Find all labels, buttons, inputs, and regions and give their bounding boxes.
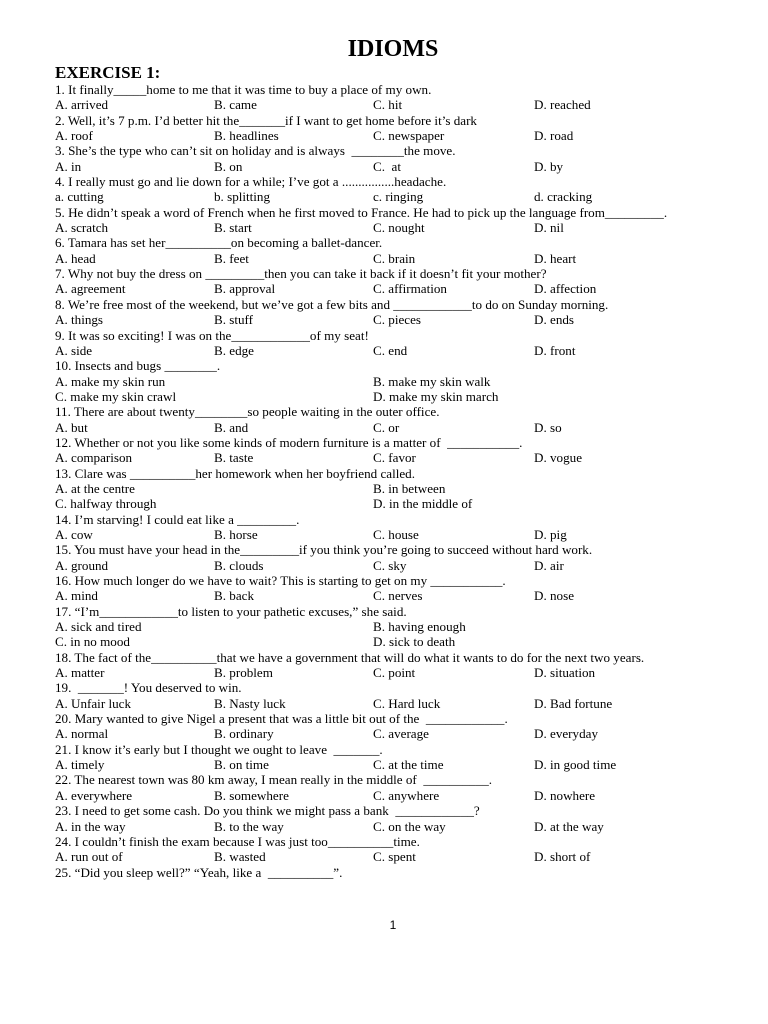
question-text: 24. I couldn’t finish the exam because I was just too__________time. (55, 833, 420, 849)
answer-option: A. ground (55, 557, 109, 573)
answer-options (55, 420, 745, 435)
answer-option: B. problem (214, 665, 273, 681)
answer-options (55, 527, 745, 542)
answer-option: C. make my skin crawl (55, 388, 177, 404)
answer-option: A. roof (55, 128, 93, 144)
answer-option: D. road (534, 128, 574, 144)
page-number: 1 (389, 918, 397, 932)
question-text: 23. I need to get some cash. Do you think we might pass a bank ____________? (55, 803, 480, 819)
answer-option: A. arrived (55, 97, 109, 113)
answer-option: A. mind (55, 588, 98, 604)
question-text: 10. Insects and bugs ________. (55, 358, 221, 374)
answer-option: C. affirmation (373, 281, 447, 297)
exercise-heading: EXERCISE 1: (55, 63, 161, 82)
answer-option: D. ends (534, 312, 575, 328)
answer-option: C. house (373, 526, 419, 542)
answer-options (55, 757, 745, 772)
answer-option: A. but (55, 419, 88, 435)
answer-option: C. brain (373, 250, 416, 266)
answer-option: A. sick and tired (55, 619, 142, 635)
answer-option: C. spent (373, 849, 416, 865)
answer-options (55, 588, 745, 603)
question-text: 15. You must have your head in the_________if you think you’re going to succeed without hard work. (55, 542, 593, 558)
question-text: 16. How much longer do we have to wait? This is starting to get on my ___________. (55, 573, 506, 588)
answer-options (55, 634, 745, 649)
answer-option: B. ordinary (214, 726, 274, 742)
question-text: 20. Mary wanted to give Nigel a present that was a little bit out of the ____________. (55, 711, 508, 727)
answer-option: C. in no mood (55, 634, 130, 650)
answer-option: D. so (534, 419, 562, 435)
question-list (55, 82, 745, 880)
question-text: 7. Why not buy the dress on _________then you can take it back if it doesn’t fit your mother? (55, 266, 547, 282)
answer-option: C. on the way (373, 818, 446, 834)
question-text: 14. I’m starving! I could eat like a _________. (55, 511, 300, 527)
answer-options (55, 312, 745, 327)
answer-option: A. agreement (55, 281, 126, 297)
question-text: 2. Well, it’s 7 p.m. I’d better hit the_______if I want to get home before it’s dark (55, 112, 477, 128)
answer-option: A. head (55, 250, 96, 266)
answer-option: D. make my skin march (373, 388, 499, 404)
answer-option: B. Nasty luck (214, 695, 286, 711)
answer-options (55, 281, 745, 296)
answer-option: D. by (534, 158, 564, 174)
answer-option: C. end (373, 342, 408, 358)
answer-option: D. affection (534, 281, 597, 297)
answer-option: D. sick to death (373, 634, 456, 650)
answer-option: C. anywhere (373, 787, 440, 803)
answer-options (55, 389, 745, 404)
question-text: 6. Tamara has set her__________on becoming a ballet-dancer. (55, 235, 383, 251)
question-text: 5. He didn’t speak a word of French when he first moved to France. He had to pick up the language from_________. (55, 204, 668, 220)
answer-option: C. point (373, 665, 416, 681)
page-title: IDIOMS (347, 36, 439, 62)
answer-option: C. or (373, 419, 400, 435)
answer-option: C. at the time (373, 757, 444, 773)
answer-option: B. on time (214, 757, 269, 773)
answer-option: A. side (55, 342, 93, 358)
answer-options (55, 819, 745, 834)
question-text: 21. I know it’s early but I thought we ought to leave _______. (55, 741, 383, 757)
answer-option: C. average (373, 726, 429, 742)
answer-option: D. in good time (534, 757, 617, 773)
answer-options (55, 343, 745, 358)
answer-options (55, 481, 745, 496)
question-text: 25. “Did you sleep well?” “Yeah, like a __________”. (55, 864, 343, 880)
answer-option: D. everyday (534, 726, 598, 742)
answer-option: D. situation (534, 665, 596, 681)
answer-option: C. hit (373, 97, 403, 113)
answer-option: D. in the middle of (373, 496, 473, 512)
answer-option: C. nought (373, 220, 425, 236)
answer-options (55, 189, 745, 204)
answer-options (55, 726, 745, 741)
answer-option: C. favor (373, 450, 416, 466)
answer-option: B. wasted (214, 849, 266, 865)
answer-option: D. nowhere (534, 787, 596, 803)
question-text: 18. The fact of the__________that we have a government that will do what it wants to do for the next two years. (55, 649, 645, 665)
answer-option: B. to the way (214, 818, 284, 834)
answer-option: B. headlines (214, 128, 279, 144)
question-text: 3. She’s the type who can’t sit on holiday and is always ________the move. (55, 143, 456, 159)
question-text: 13. Clare was __________her homework when her boyfriend called. (55, 465, 415, 481)
answer-option: B. and (214, 419, 249, 435)
question-text: 12. Whether or not you like some kinds of modern furniture is a matter of ___________. (55, 434, 523, 450)
answer-options (55, 558, 745, 573)
answer-option: B. in between (373, 480, 446, 496)
question-text: 4. I really must go and lie down for a while; I’ve got a ................headache. (55, 174, 447, 190)
answer-options (55, 220, 745, 235)
answer-option: d. cracking (534, 189, 593, 205)
answer-option: b. splitting (214, 189, 271, 205)
answer-option: B. start (214, 220, 252, 236)
answer-option: C. sky (373, 557, 407, 573)
answer-option: A. matter (55, 665, 105, 681)
answer-options (55, 696, 745, 711)
answer-option: C. pieces (373, 312, 421, 328)
answer-option: a. cutting (55, 189, 104, 205)
answer-option: B. stuff (214, 312, 254, 328)
answer-option: A. in the way (55, 818, 126, 834)
answer-option: D. at the way (534, 818, 604, 834)
answer-option: B. edge (214, 342, 254, 358)
question-text: 9. It was so exciting! I was on the____________of my seat! (55, 327, 369, 343)
question-text: 11. There are about twenty________so people waiting in the outer office. (55, 404, 440, 420)
answer-option: C. newspaper (373, 128, 445, 144)
answer-option: B. feet (214, 250, 249, 266)
answer-option: D. short of (534, 849, 591, 865)
question-text: 17. “I’m____________to listen to your pathetic excuses,” she said. (55, 603, 407, 619)
answer-option: D. pig (534, 526, 567, 542)
answer-option: D. nil (534, 220, 564, 236)
answer-option: C. nerves (373, 588, 423, 604)
answer-options (55, 450, 745, 465)
answer-option: A. comparison (55, 450, 133, 466)
answer-option: D. vogue (534, 450, 583, 466)
answer-option: B. came (214, 97, 257, 113)
answer-option: D. Bad fortune (534, 695, 613, 711)
answer-option: D. heart (534, 250, 577, 266)
answer-option: B. on (214, 158, 243, 174)
answer-option: C. halfway through (55, 496, 157, 512)
answer-option: A. run out of (55, 849, 123, 865)
answer-option: A. normal (55, 726, 109, 742)
answer-option: A. Unfair luck (55, 695, 131, 711)
answer-option: B. approval (214, 281, 276, 297)
answer-option: A. things (55, 312, 104, 328)
answer-option: B. having enough (373, 619, 466, 635)
answer-option: B. back (214, 588, 254, 604)
question-text: 8. We’re free most of the weekend, but we’ve got a few bits and ____________to do on Sunday morning. (55, 296, 609, 312)
question-text: 1. It finally_____home to me that it was time to buy a place of my own. (55, 82, 432, 97)
answer-option: A. scratch (55, 220, 109, 236)
answer-option: B. make my skin walk (373, 373, 491, 389)
answer-option: A. timely (55, 757, 105, 773)
answer-option: D. air (534, 557, 564, 573)
answer-options (55, 665, 745, 680)
answer-option: A. everywhere (55, 787, 133, 803)
answer-options (55, 251, 745, 266)
answer-option: B. horse (214, 526, 258, 542)
answer-options (55, 619, 745, 634)
answer-options (55, 97, 745, 112)
answer-options (55, 849, 745, 864)
answer-option: B. somewhere (214, 787, 289, 803)
answer-option: A. make my skin run (55, 373, 166, 389)
answer-option: D. reached (534, 97, 591, 113)
answer-option: B. clouds (214, 557, 264, 573)
answer-option: A. in (55, 158, 82, 174)
answer-options (55, 374, 745, 389)
answer-options (55, 496, 745, 511)
answer-option: A. cow (55, 526, 93, 542)
answer-option: c. ringing (373, 189, 424, 205)
question-text: 19. _______! You deserved to win. (55, 680, 242, 696)
answer-options (55, 159, 745, 174)
answer-option: D. nose (534, 588, 575, 604)
answer-option: C. at (373, 158, 402, 174)
answer-options (55, 128, 745, 143)
answer-option: B. taste (214, 450, 254, 466)
answer-option: D. front (534, 342, 576, 358)
answer-option: C. Hard luck (373, 695, 441, 711)
answer-options (55, 788, 745, 803)
answer-option: A. at the centre (55, 480, 135, 496)
question-text: 22. The nearest town was 80 km away, I mean really in the middle of __________. (55, 772, 493, 788)
